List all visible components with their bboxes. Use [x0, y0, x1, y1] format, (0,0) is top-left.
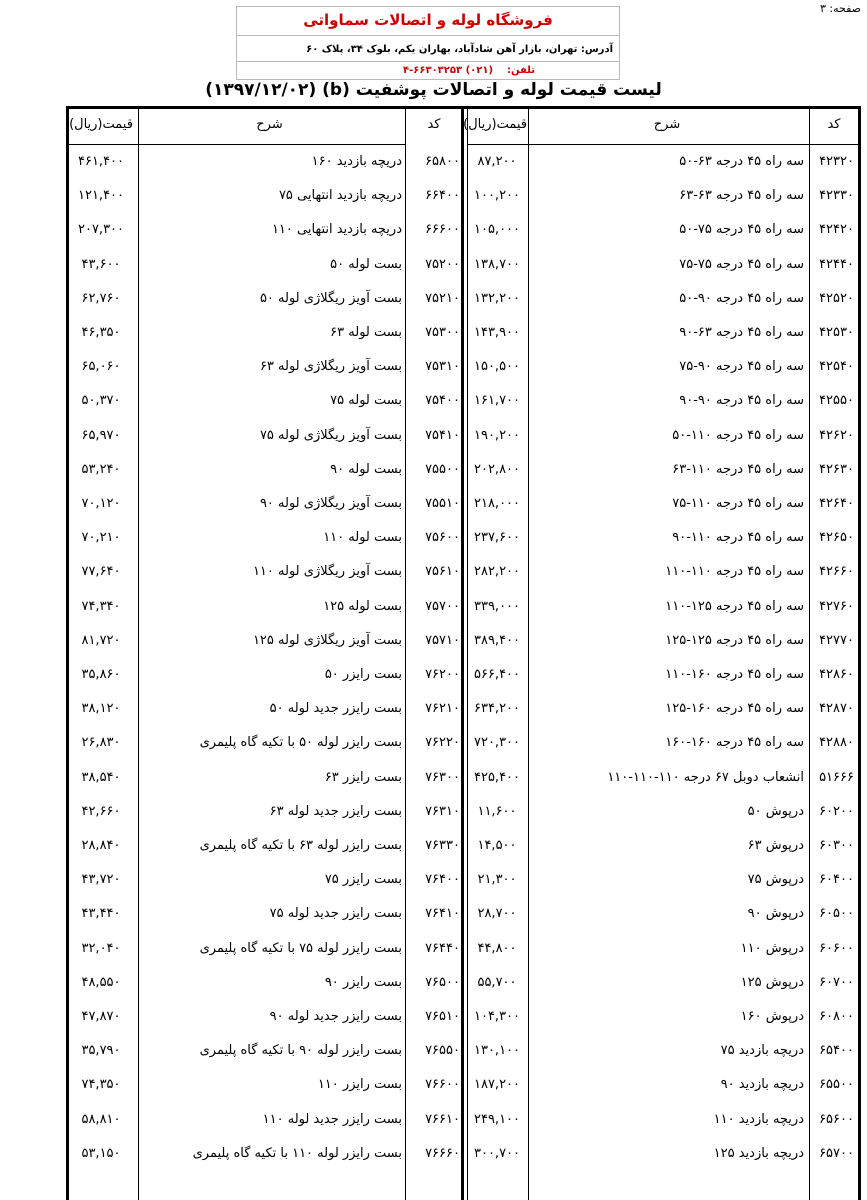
item-price: ۱۲۱,۴۰۰ — [77, 188, 125, 204]
item-description: سه راه ۴۵ درجه ۱۱۰-۱۱۰ — [665, 564, 804, 580]
item-code: ۶۰۶۰۰ — [819, 940, 854, 956]
item-code: ۷۶۵۰۰ — [425, 974, 460, 990]
item-description: بست آویز ریگلاژی لوله ۷۵ — [259, 427, 402, 443]
item-description: بست لوله ۶۳ — [330, 325, 402, 340]
item-price: ۱۴۳,۹۰۰ — [473, 325, 521, 340]
item-code: ۶۵۶۰۰ — [819, 1111, 854, 1127]
item-price: ۳۵,۷۹۰ — [81, 1043, 121, 1059]
phone-label: تلفن: — [506, 65, 535, 76]
item-price: ۲۸,۷۰۰ — [477, 906, 517, 922]
item-code: ۴۲۸۶۰ — [819, 667, 854, 682]
item-description: سه راه ۴۵ درجه ۹۰-۹۰ — [679, 393, 804, 409]
item-code: ۷۶۴۱۰ — [425, 906, 460, 922]
item-description: سه راه ۴۵ درجه ۱۲۵-۱۲۵ — [665, 632, 804, 648]
item-description: سه راه ۴۵ درجه ۶۳-۵۰ — [679, 154, 804, 169]
shop-header-box — [236, 6, 620, 80]
item-price: ۲۴۹,۱۰۰ — [473, 1111, 521, 1127]
item-price: ۵۵,۷۰۰ — [477, 974, 517, 990]
item-code: ۴۲۳۲۰ — [819, 154, 854, 169]
item-code: ۴۲۶۶۰ — [819, 564, 854, 580]
item-code: ۴۲۵۴۰ — [819, 359, 854, 375]
header-price-left: قیمت(ریال) — [69, 117, 133, 132]
item-description: سه راه ۴۵ درجه ۱۱۰-۶۳ — [672, 461, 804, 477]
item-code: ۷۶۲۲۰ — [425, 735, 460, 751]
header-code-left: کد — [427, 117, 441, 132]
item-price: ۲۱,۳۰۰ — [477, 872, 517, 888]
item-price: ۷۷,۶۴۰ — [81, 564, 121, 580]
item-price: ۲۸۲,۲۰۰ — [473, 564, 521, 580]
item-description: سه راه ۴۵ درجه ۶۳-۶۳ — [679, 188, 804, 204]
item-description: دریچه بازدید ۱۱۰ — [713, 1111, 804, 1127]
item-price: ۱۳۲,۲۰۰ — [473, 290, 521, 306]
item-code: ۷۶۴۴۰ — [425, 940, 460, 956]
item-code: ۷۶۶۰۰ — [425, 1077, 460, 1093]
item-price: ۳۳۹,۰۰۰ — [473, 598, 521, 614]
item-description: بست رایزر ۱۱۰ — [317, 1077, 402, 1093]
item-code: ۷۵۶۰۰ — [425, 530, 460, 546]
item-description: بست آویز ریگلاژی لوله ۹۰ — [259, 496, 402, 511]
item-price: ۵۸,۸۱۰ — [81, 1111, 121, 1127]
item-description: بست لوله ۱۲۵ — [323, 598, 402, 614]
table-row — [69, 214, 858, 248]
item-description: دریچه بازدید ۹۰ — [720, 1077, 804, 1093]
item-code: ۴۲۶۳۰ — [819, 461, 854, 477]
item-price: ۴۷,۸۷۰ — [81, 1009, 121, 1024]
item-price: ۶۲,۷۶۰ — [81, 290, 121, 306]
table-row — [69, 659, 858, 693]
table-row — [69, 283, 858, 317]
item-description: سه راه ۴۵ درجه ۷۵-۵۰ — [679, 222, 804, 238]
item-description: درپوش ۱۲۵ — [740, 974, 804, 990]
item-description: بست آویز ریگلاژی لوله ۵۰ — [259, 290, 402, 306]
item-description: درپوش ۱۱۰ — [740, 940, 804, 956]
item-code: ۶۰۲۰۰ — [819, 803, 854, 819]
item-code: ۶۵۵۰۰ — [819, 1077, 854, 1093]
table-row — [69, 591, 858, 625]
item-code: ۷۶۳۱۰ — [425, 803, 460, 819]
phone-number: ۴-۶۶۳۰۳۲۵۳ (۰۲۱) — [403, 65, 494, 76]
item-price: ۵۳,۲۴۰ — [81, 461, 121, 477]
item-code: ۵۱۶۶۶ — [819, 769, 854, 785]
item-price: ۲۱۸,۰۰۰ — [473, 496, 521, 511]
item-description: بست رایزر جدید لوله ۷۵ — [269, 906, 402, 922]
item-code: ۶۵۷۰۰ — [819, 1145, 854, 1161]
item-code: ۷۵۳۰۰ — [425, 325, 460, 340]
item-price: ۱۰۴,۳۰۰ — [473, 1009, 521, 1024]
table-row — [69, 317, 858, 351]
item-code: ۴۲۵۲۰ — [819, 290, 854, 306]
item-price: ۳۸۹,۴۰۰ — [473, 632, 521, 648]
item-description: دریچه بازدید انتهایی ۷۵ — [278, 188, 402, 204]
item-code: ۷۵۷۰۰ — [425, 598, 460, 614]
table-row — [69, 830, 858, 864]
item-description: سه راه ۴۵ درجه ۱۶۰-۱۱۰ — [665, 667, 804, 682]
item-price: ۴۳,۶۰۰ — [81, 256, 121, 272]
item-code: ۴۲۵۳۰ — [819, 325, 854, 340]
item-code: ۶۵۴۰۰ — [819, 1043, 854, 1059]
table-row — [69, 556, 858, 590]
item-price: ۱۴,۵۰۰ — [477, 838, 517, 853]
item-code: ۷۶۴۰۰ — [425, 872, 460, 888]
header-desc-left: شرح — [256, 117, 283, 132]
header-desc-right: شرح — [653, 117, 681, 132]
item-price: ۲۰۷,۳۰۰ — [77, 222, 125, 238]
item-description: بست لوله ۵۰ — [330, 256, 402, 272]
item-description: بست رایزر لوله ۹۰ با تکیه گاه پلیمری — [199, 1043, 402, 1059]
item-code: ۷۶۶۱۰ — [425, 1111, 460, 1127]
item-description: دریچه بازدید ۷۵ — [720, 1043, 804, 1059]
table-row — [69, 249, 858, 283]
page-title: لیست قیمت لوله و اتصالات پوشفیت (b) (۱۳۹۷/۱۲/۰۲) — [205, 80, 662, 100]
table-row — [69, 180, 858, 214]
item-description: درپوش ۶۳ — [747, 838, 804, 853]
item-price: ۳۸,۱۲۰ — [81, 701, 121, 717]
item-code: ۷۵۲۱۰ — [425, 290, 460, 306]
table-header-row — [69, 109, 858, 143]
item-description: سه راه ۴۵ درجه ۱۱۰-۷۵ — [672, 496, 804, 511]
item-code: ۶۰۷۰۰ — [819, 974, 854, 990]
item-price: ۱۳۸,۷۰۰ — [473, 256, 521, 272]
item-description: دریچه بازدید انتهایی ۱۱۰ — [271, 222, 402, 238]
table-row — [69, 864, 858, 898]
item-code: ۴۲۴۴۰ — [819, 256, 854, 272]
item-code: ۷۶۲۱۰ — [425, 701, 460, 717]
item-price: ۴۳,۷۲۰ — [81, 872, 121, 888]
item-description: انشعاب دوبل ۶۷ درجه ۱۱۰-۱۱۰-۱۱۰ — [607, 769, 804, 785]
table-row — [69, 727, 858, 761]
item-code: ۷۵۵۰۰ — [425, 461, 460, 477]
item-code: ۴۲۴۲۰ — [819, 222, 854, 238]
item-description: سه راه ۴۵ درجه ۱۱۰-۵۰ — [672, 427, 804, 443]
item-code: ۴۲۶۲۰ — [819, 427, 854, 443]
item-price: ۴۶۱,۴۰۰ — [77, 154, 125, 169]
item-code: ۴۲۷۷۰ — [819, 632, 854, 648]
item-price: ۷۰,۲۱۰ — [81, 530, 121, 546]
item-price: ۳۸,۵۴۰ — [81, 769, 121, 785]
item-price: ۵۰,۳۷۰ — [81, 393, 121, 409]
item-price: ۸۷,۲۰۰ — [477, 154, 517, 169]
table-row — [69, 146, 858, 180]
item-code: ۴۲۳۳۰ — [819, 188, 854, 204]
table-row — [69, 693, 858, 727]
item-description: سه راه ۴۵ درجه ۷۵-۷۵ — [679, 256, 804, 272]
item-description: بست رایزر لوله ۷۵ با تکیه گاه پلیمری — [199, 940, 402, 956]
item-description: بست رایزر لوله ۵۰ با تکیه گاه پلیمری — [199, 735, 402, 751]
divider — [237, 61, 619, 62]
item-price: ۸۱,۷۲۰ — [81, 632, 121, 648]
table-row — [69, 1035, 858, 1069]
item-description: بست رایزر ۷۵ — [324, 872, 402, 888]
item-price: ۴۸,۵۵۰ — [81, 974, 121, 990]
page-number: صفحه: ۳ — [819, 2, 861, 15]
item-price: ۱۶۱,۷۰۰ — [473, 393, 521, 409]
item-description: سه راه ۴۵ درجه ۹۰-۵۰ — [679, 290, 804, 306]
item-description: سه راه ۴۵ درجه ۱۲۵-۱۱۰ — [665, 598, 804, 614]
item-description: سه راه ۴۵ درجه ۶۳-۹۰ — [679, 325, 804, 340]
item-price: ۳۰۰,۷۰۰ — [473, 1145, 521, 1161]
item-price: ۳۵,۸۶۰ — [81, 667, 121, 682]
item-code: ۴۲۵۵۰ — [819, 393, 854, 409]
item-code: ۶۰۵۰۰ — [819, 906, 854, 922]
item-code: ۷۶۳۰۰ — [425, 769, 460, 785]
item-code: ۶۰۸۰۰ — [819, 1009, 854, 1024]
item-description: بست رایزر ۹۰ — [324, 974, 402, 990]
item-description: بست رایزر ۶۳ — [324, 769, 402, 785]
item-code: ۷۵۴۰۰ — [425, 393, 460, 409]
table-row — [69, 522, 858, 556]
table-row — [69, 898, 858, 932]
item-description: درپوش ۹۰ — [747, 906, 804, 922]
item-price: ۴۳,۴۴۰ — [81, 906, 121, 922]
table-row — [69, 385, 858, 419]
item-code: ۷۶۵۵۰ — [425, 1043, 460, 1059]
item-price: ۷۲۰,۳۰۰ — [473, 735, 521, 751]
item-description: درپوش ۱۶۰ — [740, 1009, 804, 1024]
item-price: ۱۹۰,۲۰۰ — [473, 427, 521, 443]
item-code: ۴۲۷۶۰ — [819, 598, 854, 614]
item-price: ۲۳۷,۶۰۰ — [473, 530, 521, 546]
item-description: بست آویز ریگلاژی لوله ۱۲۵ — [252, 632, 402, 648]
item-code: ۷۵۵۱۰ — [425, 496, 460, 511]
item-code: ۶۰۳۰۰ — [819, 838, 854, 853]
item-price: ۶۵,۰۶۰ — [81, 359, 121, 375]
item-code: ۴۲۶۴۰ — [819, 496, 854, 511]
table-row — [69, 1069, 858, 1103]
item-description: بست رایزر لوله ۶۳ با تکیه گاه پلیمری — [199, 838, 402, 853]
item-code: ۷۵۳۱۰ — [425, 359, 460, 375]
item-code: ۷۶۳۳۰ — [425, 838, 460, 853]
item-price: ۱۵۰,۵۰۰ — [473, 359, 521, 375]
item-description: دریچه بازدید ۱۲۵ — [713, 1145, 804, 1161]
item-description: بست رایزر جدید لوله ۱۱۰ — [262, 1111, 402, 1127]
item-code: ۶۰۴۰۰ — [819, 872, 854, 888]
item-code: ۷۵۴۱۰ — [425, 427, 460, 443]
item-description: بست رایزر جدید لوله ۹۰ — [269, 1009, 402, 1024]
item-price: ۴۴,۸۰۰ — [477, 940, 517, 956]
item-description: بست رایزر لوله ۱۱۰ با تکیه گاه پلیمری — [192, 1145, 402, 1161]
table-row — [69, 796, 858, 830]
item-price: ۲۰۲,۸۰۰ — [473, 461, 521, 477]
item-price: ۷۰,۱۲۰ — [81, 496, 121, 511]
item-price: ۶۳۴,۲۰۰ — [473, 701, 521, 717]
item-description: بست رایزر جدید لوله ۶۳ — [269, 803, 402, 819]
header-underline — [467, 144, 858, 145]
item-description: بست لوله ۷۵ — [330, 393, 402, 409]
item-price: ۴۲۵,۴۰۰ — [473, 769, 521, 785]
item-code: ۶۵۸۰۰ — [425, 154, 460, 169]
item-description: درپوش ۵۰ — [747, 803, 804, 819]
item-description: درپوش ۷۵ — [747, 872, 804, 888]
item-price: ۲۸,۸۴۰ — [81, 838, 121, 853]
item-code: ۷۵۷۱۰ — [425, 632, 460, 648]
table-row — [69, 1001, 858, 1035]
item-code: ۴۲۶۵۰ — [819, 530, 854, 546]
item-code: ۷۶۲۰۰ — [425, 667, 460, 682]
shop-phone — [403, 65, 535, 76]
price-table — [66, 106, 861, 1200]
item-code: ۴۲۸۸۰ — [819, 735, 854, 751]
item-price: ۷۴,۳۴۰ — [81, 598, 121, 614]
item-code: ۷۶۵۱۰ — [425, 1009, 460, 1024]
shop-address: آدرس: تهران، بازار آهن شادآباد، بهاران یکم، بلوک ۳۴، پلاک ۶۰ — [306, 44, 613, 55]
header-price-right: قیمت(ریال) — [463, 117, 527, 132]
item-price: ۲۶,۸۳۰ — [81, 735, 121, 751]
item-price: ۱۸۷,۲۰۰ — [473, 1077, 521, 1093]
item-price: ۱۳۰,۱۰۰ — [473, 1043, 521, 1059]
table-row — [69, 762, 858, 796]
table-row — [69, 1138, 858, 1172]
item-code: ۷۵۶۱۰ — [425, 564, 460, 580]
item-price: ۴۲,۶۶۰ — [81, 803, 121, 819]
item-price: ۱۱,۶۰۰ — [477, 803, 517, 819]
table-row — [69, 351, 858, 385]
table-row — [69, 454, 858, 488]
item-description: سه راه ۴۵ درجه ۱۶۰-۱۶۰ — [665, 735, 804, 751]
item-price: ۷۴,۳۵۰ — [81, 1077, 121, 1093]
item-code: ۶۶۶۰۰ — [425, 222, 460, 238]
item-price: ۶۵,۹۷۰ — [81, 427, 121, 443]
item-description: دریچه بازدید ۱۶۰ — [311, 154, 402, 169]
table-row — [69, 1104, 858, 1138]
item-description: بست آویز ریگلاژی لوله ۶۳ — [259, 359, 402, 375]
item-description: بست رایزر جدید لوله ۵۰ — [269, 701, 402, 717]
item-code: ۷۶۶۶۰ — [425, 1145, 460, 1161]
item-description: سه راه ۴۵ درجه ۱۶۰-۱۲۵ — [665, 701, 804, 717]
item-price: ۴۶,۳۵۰ — [81, 325, 121, 340]
item-price: ۵۶۶,۴۰۰ — [473, 667, 521, 682]
item-description: بست لوله ۹۰ — [330, 461, 402, 477]
item-price: ۳۲,۰۴۰ — [81, 940, 121, 956]
shop-name: فروشگاه لوله و اتصالات سماواتی — [303, 11, 553, 29]
item-code: ۴۲۸۷۰ — [819, 701, 854, 717]
item-description: بست لوله ۱۱۰ — [323, 530, 402, 546]
item-description: بست آویز ریگلاژی لوله ۱۱۰ — [252, 564, 402, 580]
table-row — [69, 488, 858, 522]
item-price: ۵۳,۱۵۰ — [81, 1145, 121, 1161]
header-code-right: کد — [827, 117, 841, 132]
item-price: ۱۰۰,۲۰۰ — [473, 188, 521, 204]
item-description: سه راه ۴۵ درجه ۹۰-۷۵ — [679, 359, 804, 375]
item-code: ۶۶۴۰۰ — [425, 188, 460, 204]
divider — [237, 35, 619, 36]
item-code: ۷۵۲۰۰ — [425, 256, 460, 272]
item-description: بست رایزر ۵۰ — [324, 667, 402, 682]
table-row — [69, 625, 858, 659]
table-row — [69, 420, 858, 454]
table-row — [69, 933, 858, 967]
table-row — [69, 967, 858, 1001]
item-description: سه راه ۴۵ درجه ۱۱۰-۹۰ — [672, 530, 804, 546]
item-price: ۱۰۵,۰۰۰ — [473, 222, 521, 238]
header-underline — [69, 144, 405, 145]
